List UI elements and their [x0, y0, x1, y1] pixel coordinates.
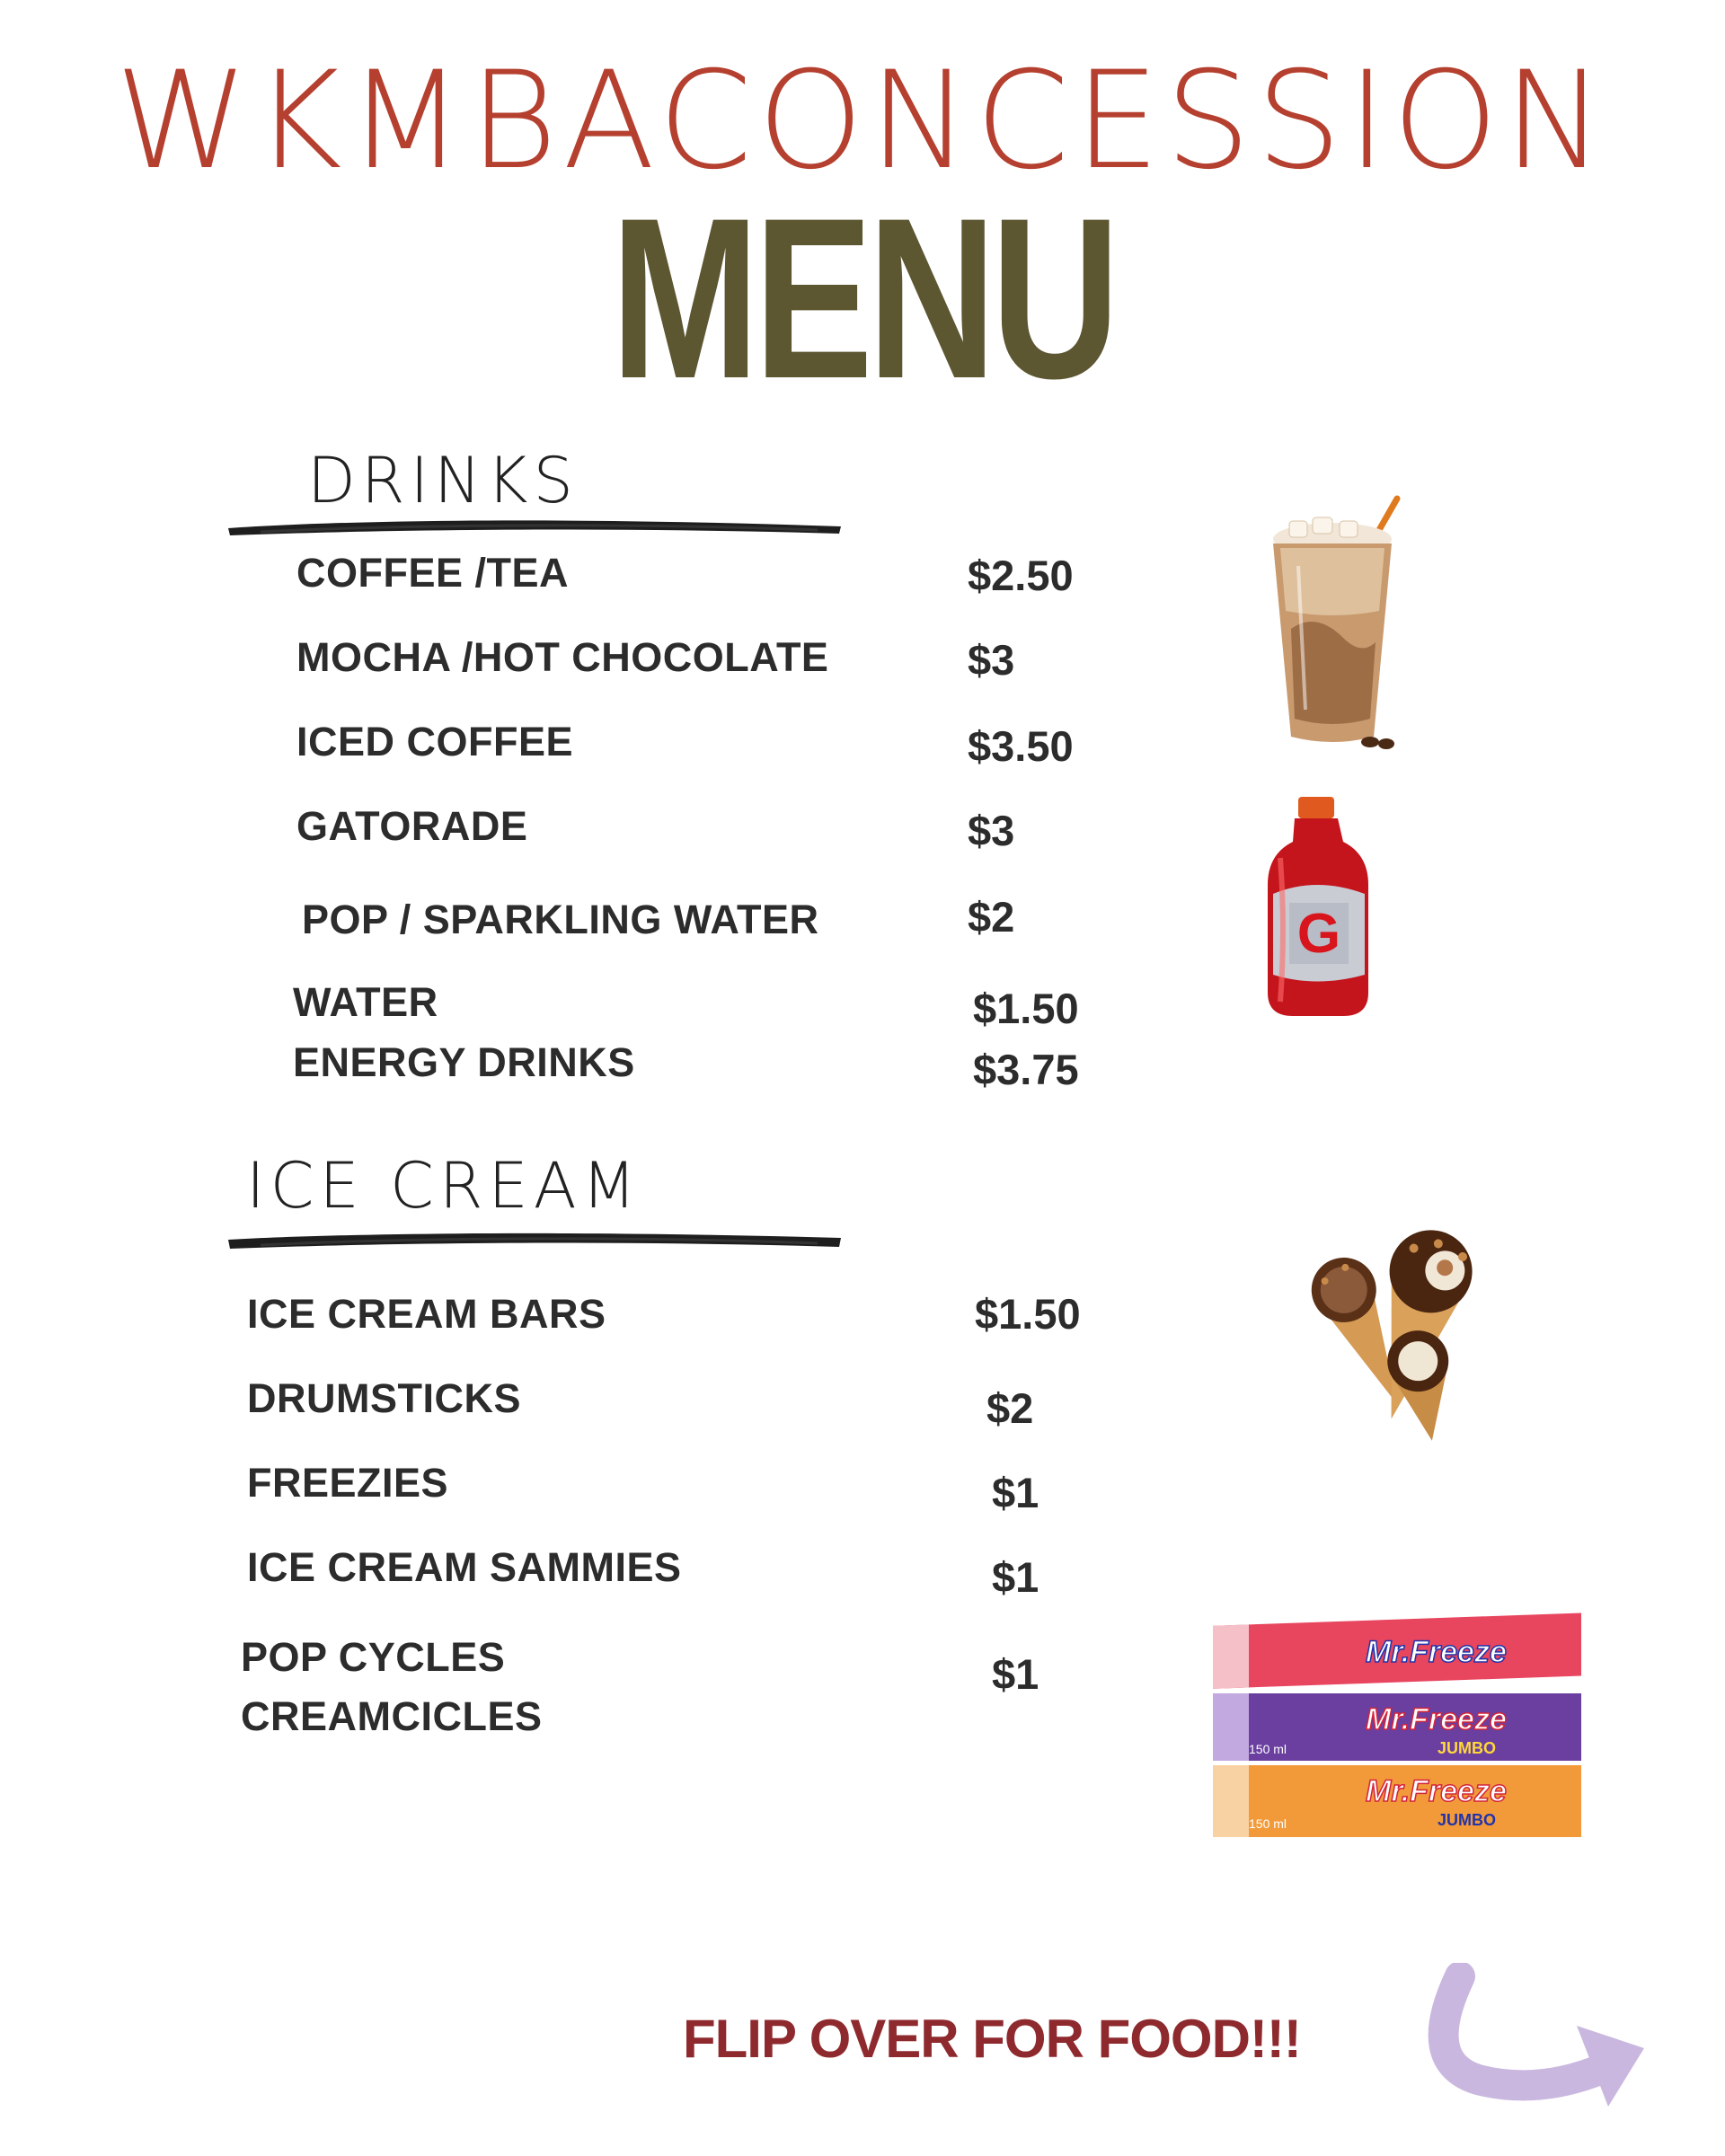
freezies-volume-label-2: 150 ml	[1249, 1742, 1287, 1756]
drink-price-gatorade: $3	[968, 807, 1015, 854]
ice-cream-heading: ICE CREAM	[246, 1149, 642, 1223]
drink-item-water: WATER	[293, 979, 438, 1025]
ice-cream-item-pop-cycles: POP CYCLES	[241, 1634, 506, 1680]
ice-cream-price-sammies: $1	[992, 1553, 1039, 1601]
drinks-heading-underline	[225, 514, 845, 541]
freezies-volume-label-3: 150 ml	[1249, 1816, 1287, 1831]
drink-item-iced-coffee: ICED COFFEE	[296, 719, 574, 764]
drink-price-iced-coffee: $3.50	[968, 722, 1074, 770]
freezies-brand-label-2: Mr.Freeze	[1366, 1702, 1507, 1736]
drink-item-coffee-tea: COFFEE /TEA	[296, 550, 570, 596]
drink-price-coffee-tea: $2.50	[968, 552, 1074, 599]
freezies-image	[1208, 1608, 1590, 1860]
ice-cream-item-sammies: ICE CREAM SAMMIES	[247, 1544, 682, 1590]
freezies-jumbo-label-3: JUMBO	[1438, 1811, 1497, 1829]
ice-cream-item-freezies: FREEZIES	[247, 1460, 449, 1506]
ice-cream-item-drumsticks: DRUMSTICKS	[247, 1375, 521, 1421]
freezies-brand-label-3: Mr.Freeze	[1366, 1774, 1507, 1808]
drink-item-energy: ENERGY DRINKS	[293, 1039, 635, 1085]
drinks-heading: DRINKS	[307, 444, 579, 517]
gatorade-image	[1253, 795, 1388, 1020]
brand-title: WKMBACONCESSION	[115, 43, 1610, 199]
iced-coffee-image	[1262, 494, 1424, 755]
ice-cream-price-freezies: $1	[992, 1469, 1039, 1516]
ice-cream-heading-underline	[225, 1227, 845, 1254]
ice-cream-price-pop-cycles: $1	[992, 1650, 1039, 1698]
page-title: MENU	[610, 171, 1115, 427]
ice-cream-price-drumsticks: $2	[986, 1384, 1034, 1432]
ice-cream-item-creamcicles: CREAMCICLES	[241, 1693, 543, 1739]
gatorade-label: G	[1296, 903, 1341, 965]
ice-cream-price-bars: $1.50	[975, 1290, 1081, 1338]
drink-price-water: $1.50	[973, 985, 1079, 1032]
drumsticks-image	[1294, 1217, 1509, 1442]
ice-cream-item-bars: ICE CREAM BARS	[247, 1291, 606, 1337]
flip-over-notice: FLIP OVER FOR FOOD!!!	[683, 2009, 1301, 2069]
drink-price-mocha: $3	[968, 636, 1015, 684]
drink-price-energy: $3.75	[973, 1046, 1079, 1093]
curved-arrow-icon	[1424, 1963, 1658, 2120]
drink-item-mocha: MOCHA /HOT CHOCOLATE	[296, 634, 829, 680]
freezies-jumbo-label-2: JUMBO	[1438, 1739, 1497, 1757]
drink-item-gatorade: GATORADE	[296, 803, 528, 849]
drink-item-pop: POP / SPARKLING WATER	[302, 897, 819, 942]
drink-price-pop: $2	[968, 893, 1015, 941]
freezies-brand-label-1: Mr.Freeze	[1366, 1635, 1507, 1669]
